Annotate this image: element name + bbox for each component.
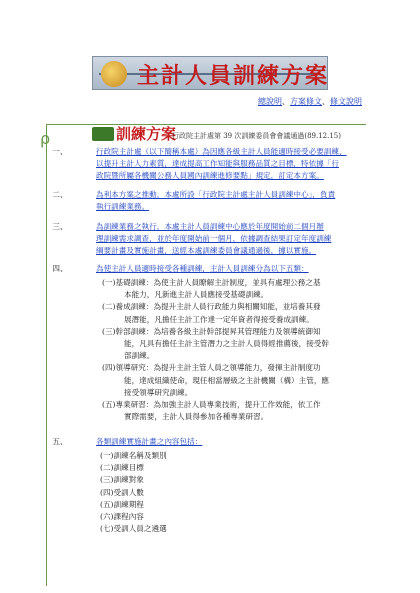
link-general-explanation[interactable]: 總說明 (258, 97, 282, 106)
list-item: (五)訓練期程 (100, 499, 144, 509)
training-categories (102, 277, 372, 423)
category-basic: (一)基礎訓練：為使主計人員瞭解主計制度，並具有處理公務之基 (102, 278, 321, 287)
category-line: 能，達成組織使命，現任相當層級之主計機關（構）主管，應 (124, 375, 330, 385)
section-1-line[interactable]: 行政院主計處（以下簡稱本處）為因應各級主計人員能適時接受必要訓練， (96, 147, 347, 156)
list-item: (四)受訓人數 (100, 487, 144, 497)
section-5-line[interactable]: 各類訓練實施計畫之內容包括： (96, 437, 203, 446)
section-1-line[interactable]: 政院暨所屬各機關公務人員國內訓練進修要點」規定，訂定本方案。 (96, 171, 324, 181)
plan-content-list (100, 450, 167, 535)
list-item: (七)受訓人員之遴選 (100, 524, 167, 534)
category-line: 展潛能，凡擔任主計工作達一定年資者得接受養成訓練。 (124, 314, 314, 324)
category-cultivation: (二)養成訓練：為提升主計人員行政能力與相關知能，並培養其發 (102, 302, 321, 312)
approval-note: 行政院主計處第 39 次訓練委員會會議通過(89.12.15) (172, 132, 341, 140)
banner-title: 主計人員訓練方案 (137, 64, 330, 89)
section-3 (40, 221, 356, 258)
category-line: 本能力，凡新進主計人員應接受基礎訓練。 (124, 290, 269, 300)
list-item: (一)訓練名稱及類別 (100, 451, 167, 460)
plan-logo (92, 123, 176, 144)
section-1-line[interactable]: 以提升主計人力素質，達成提高工作知能與服務品質之目標，特依據「行 (96, 159, 339, 169)
link-article-explanation[interactable]: 條文說明 (330, 97, 362, 106)
top-links: 總說明、方案條文、條文說明 (258, 97, 362, 106)
banner-emblem (101, 61, 127, 87)
frame-corner-ornament: ρ (40, 129, 51, 148)
plan-logo-text: 訓練方案 (116, 125, 177, 143)
section-1 (40, 146, 356, 183)
section-number: 二、 (52, 190, 68, 199)
category-line: 部訓練。 (124, 351, 155, 361)
section-4 (40, 263, 356, 275)
section-number: 四、 (52, 264, 68, 273)
list-item: (二)訓練目標 (100, 463, 144, 473)
title-banner (92, 56, 328, 90)
section-2-line[interactable]: 為利本方案之推動，本處所設「行政院主計處主計人員訓練中心」，負責 (96, 190, 336, 199)
section-5 (40, 436, 356, 448)
category-professional: (五)專業研習：為加強主計人員專業技術，提升工作效能，依工作 (102, 400, 321, 410)
book-icon (92, 127, 114, 141)
section-2 (40, 189, 356, 213)
section-4-line[interactable]: 為使主計人員適時接受各種訓練，主計人員訓練分為以下五類： (96, 264, 309, 273)
section-number: 一、 (52, 147, 68, 156)
link-plan-articles[interactable]: 方案條文 (290, 97, 322, 106)
category-line: 實際需要，主計人員得參加各種專業研習。 (124, 412, 269, 422)
category-line: 能，凡具有擔任主計主管潛力之主計人員得經推薦後，接受幹 (124, 339, 330, 349)
section-3-line[interactable]: 理訓練需求調查，並於年度開始前一個月，依據調查結果訂定年度訓練 (96, 234, 332, 244)
section-3-line[interactable]: 綱要計畫及實施計畫，送經本處訓練委員會議通過後，據以實施。 (96, 246, 317, 256)
category-leadership: (四)領導研究：為提升主計主管人員之領導能力，發揮主計制度功 (102, 363, 321, 373)
category-line: 接受領導研究訓練。 (124, 387, 193, 397)
section-3-line[interactable]: 為訓練業務之執行，本處主計人員訓練中心應於年度開始前二個月辦 (96, 222, 324, 231)
list-item: (六)課程內容 (100, 512, 144, 522)
section-2-line[interactable]: 執行訓練業務。 (96, 202, 150, 212)
category-cadre: (三)幹部訓練：為培養各級主計幹部提昇其管理能力及領導統御知 (102, 326, 321, 336)
section-number: 五、 (52, 437, 68, 446)
list-item: (三)訓練對象 (100, 475, 144, 485)
section-number: 三、 (52, 222, 68, 231)
